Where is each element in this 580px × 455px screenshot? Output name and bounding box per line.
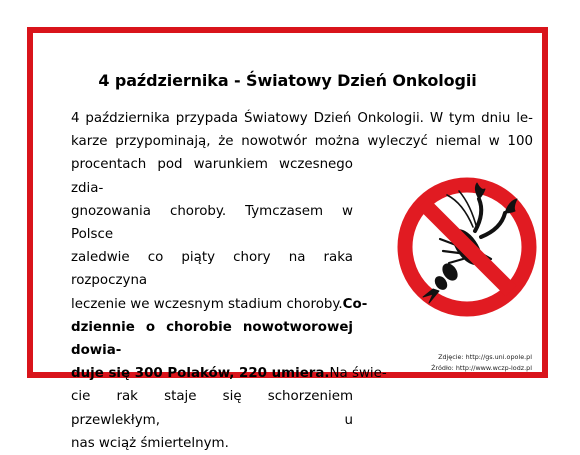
body-line-6-text: leczenie we wczesnym stadium choroby. [71,296,343,312]
body-line-4 [71,200,353,246]
body-line-5 [71,246,353,292]
poster-title: 4 października - Światowy Dzień Onkologii [98,71,477,90]
body-line-3 [71,153,353,199]
photo-credit: Zdjęcie: http://gs.uni.opole.pl [438,353,532,361]
body-line-8 [71,362,387,385]
body-line-6 [71,293,368,316]
body-line-9-text: cie rak staje się schorzeniem przewlekłym, u [71,389,353,428]
no-crayfish-prohibition-icon [393,173,541,321]
body-line-10: nas wciąż śmiertelnym. [71,435,229,451]
body-line-5-text: zaledwie co piąty chory na raka rozpoczyna [71,250,353,289]
bold-fragment-1: Co- [342,296,368,312]
source-credit: Źródło: http://www.wczp-lodz.pl [431,364,532,372]
body-line-7 [71,316,353,362]
body-line-1: 4 października przypada Światowy Dzień Onkologii. W tym dniu le- [71,111,533,126]
bold-fragment-2: dziennie o chorobie nowotworowej dowia- [71,319,353,359]
body-line-4-text: gnozowania choroby. Tymczasem w Polsce [71,203,353,243]
body-line-2: karze przypominają, że nowotwór można wyleczyć niemal w 100 [71,134,533,150]
body-line-3-text: procentach pod warunkiem wczesnego zdia- [71,157,353,196]
bold-fragment-3: duje się 300 Polaków, 220 umiera. [71,366,330,382]
poster-frame [27,27,548,451]
body-line-9 [71,385,353,431]
body-line-8-tail: Na świe- [329,366,387,382]
